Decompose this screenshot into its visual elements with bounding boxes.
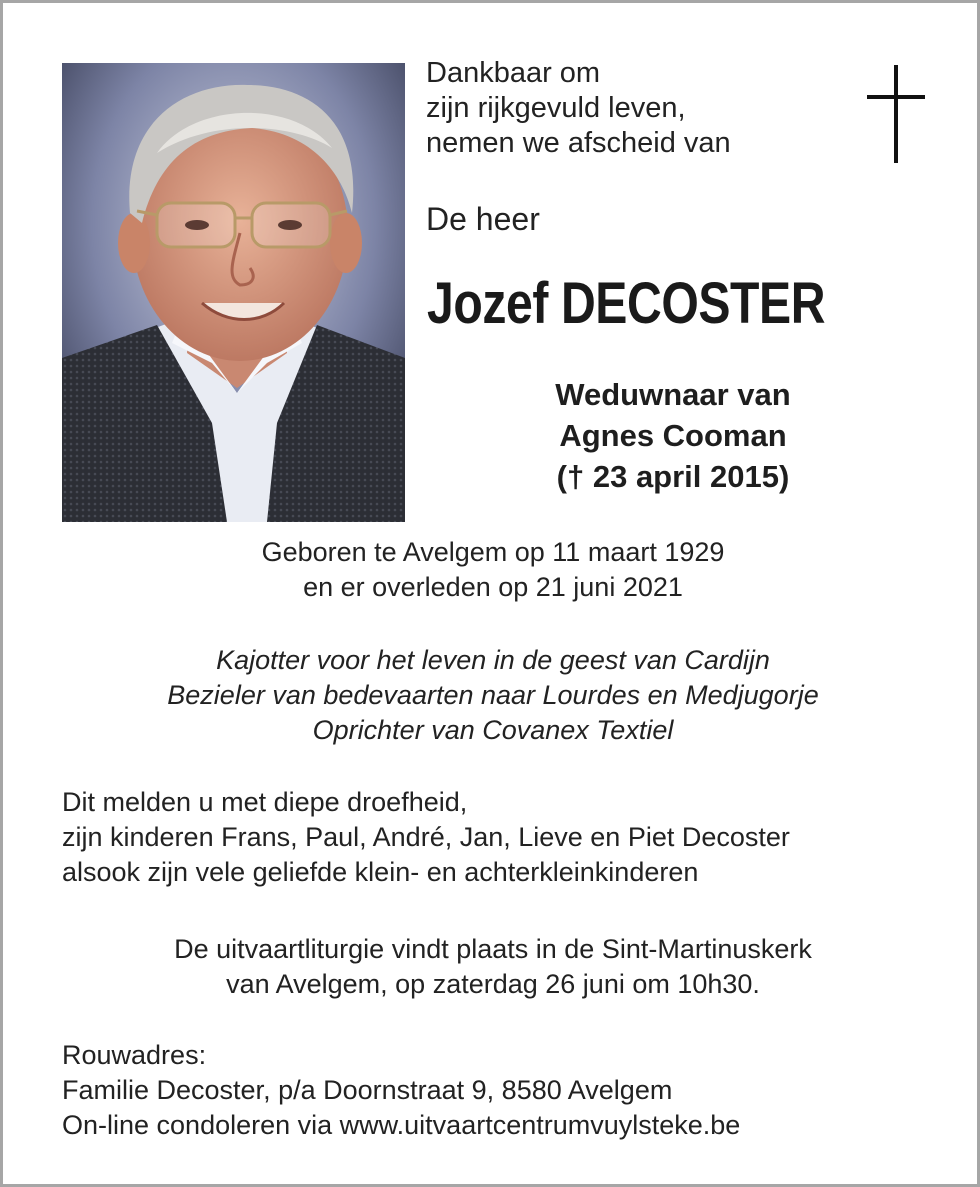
merits-text [3,643,980,748]
birth-death-line: en er overleden op 21 juni 2021 [303,572,683,602]
birth-death-line: Geboren te Avelgem op 11 maart 1929 [261,537,725,567]
funeral-line: De uitvaartliturgie vindt plaats in de Sint-Martinuskerk [174,934,812,964]
portrait-photo [62,63,405,522]
merits-line: Bezieler van bedevaarten naar Lourdes en Medjugorje [167,680,819,710]
family-line: alsook zijn vele geliefde klein- en achterkleinkinderen [62,857,699,887]
funeral-info [3,932,980,1002]
birth-death-text [3,535,980,605]
widower-line: († 23 april 2015) [556,459,790,494]
intro-line: zijn rijkgevuld leven, [426,92,686,124]
cross-icon [867,65,925,163]
family-line: zijn kinderen Frans, Paul, André, Jan, Lieve en Piet Decoster [62,822,790,852]
widower-block [503,374,843,497]
address-label: Rouwadres: [62,1040,207,1070]
intro-text [426,56,731,161]
merits-line: Oprichter van Covanex Textiel [312,715,674,745]
intro-line: Dankbaar om [426,57,601,89]
family-line: Dit melden u met diepe droefheid, [62,787,468,817]
deceased-name: Jozef DECOSTER [427,271,826,336]
merits-line: Kajotter voor het leven in de geest van Cardijn [216,645,770,675]
mourning-address [62,1038,740,1143]
honorific: De heer [426,201,540,237]
condolence-link[interactable]: On-line condoleren via www.uitvaartcentrumvuylsteke.be [62,1110,741,1140]
widower-line: Agnes Cooman [559,418,787,453]
address-line: Familie Decoster, p/a Doornstraat 9, 8580 Avelgem [62,1075,673,1105]
funeral-line: van Avelgem, op zaterdag 26 juni om 10h30. [226,969,760,999]
intro-line: nemen we afscheid van [426,127,731,159]
widower-line: Weduwnaar van [555,377,791,412]
family-announcement [62,785,790,890]
